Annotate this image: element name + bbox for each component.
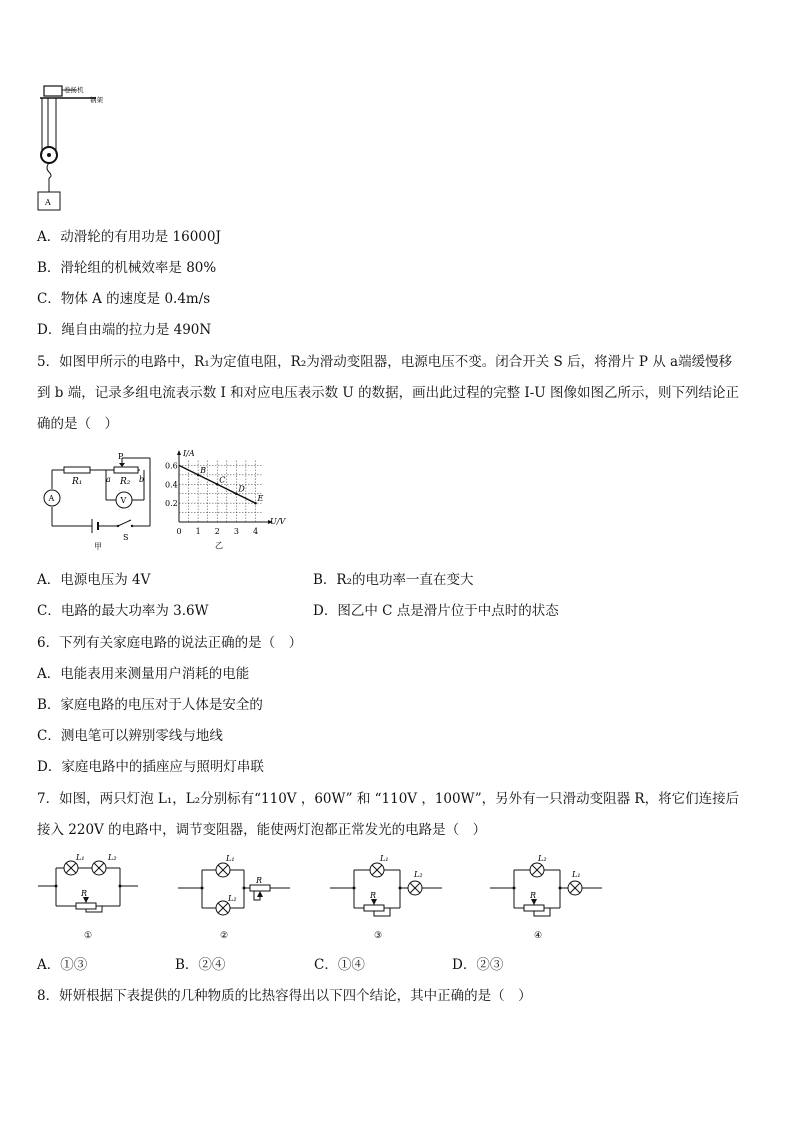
q5-option-d: D．图乙中 C 点是滑片位于中点时的状态 (313, 603, 559, 619)
q4-option-d: D．绳自由端的拉力是 490N (37, 322, 212, 338)
hoist-label: 卷扬机 (64, 86, 84, 94)
q5-option-c: C．电路的最大功率为 3.6W (37, 603, 209, 619)
x-tick-label: 2 (214, 527, 220, 536)
pulley-figure (36, 82, 126, 214)
frame-label: 钢架 (90, 96, 103, 104)
r1-label: R₁ (72, 477, 83, 487)
q8-stem: 8．妍妍根据下表提供的几种物质的比热容得出以下四个结论，其中正确的是（ ） (37, 988, 532, 1004)
l2-label: L₂ (108, 853, 117, 862)
lamp-l2-icon (408, 881, 422, 895)
point-d (235, 492, 238, 495)
lamp-l2-icon (530, 863, 544, 877)
slider-arrow (119, 463, 125, 467)
q6-option-c: C．测电笔可以辨别零线与地线 (37, 728, 223, 744)
a-end-label: a (106, 475, 111, 484)
circuit-1 (38, 850, 143, 944)
resistor-r1 (64, 467, 90, 473)
ammeter-label: A (48, 494, 55, 503)
point-label-c: C (219, 475, 226, 485)
q7-option-a: A．①③ (37, 957, 88, 973)
switch-label: S (123, 533, 129, 542)
x-tick-label: 0 (176, 527, 182, 536)
q5-stem-line-1: 5．如图甲所示的电路中，R₁为定值电阻，R₂为滑动变阻器，电源电压不变。闭合开关 S 后，将滑片 P 从 a端缓慢移 (37, 354, 733, 370)
q7-option-d: D．②③ (452, 957, 504, 973)
caption-1: ① (84, 931, 93, 941)
l1-label: L₁ (226, 854, 235, 863)
x-axis-label: U/V (270, 517, 286, 526)
q6-option-b: B．家庭电路的电压对于人体是安全的 (37, 697, 263, 713)
l2-label: L₂ (538, 854, 547, 863)
x-tick-label: 4 (252, 527, 259, 536)
caption-2: ② (220, 931, 229, 941)
q4-option-c: C．物体 A 的速度是 0.4m/s (37, 291, 211, 307)
point-label-e: E (257, 494, 264, 504)
q5-stem-line-2: 到 b 端，记录多组电流表示数 I 和对应电压表示数 U 的数据，画出此过程的完整 I-U 图像如图乙所示，则下列结论正 (37, 385, 739, 401)
circuit-3 (330, 850, 445, 944)
caption-yi: 乙 (215, 541, 223, 550)
rheostat-r (76, 903, 96, 909)
lamp-l1-icon (216, 863, 230, 877)
circuit-2 (178, 850, 293, 944)
circuit-diagram-jia (40, 450, 162, 550)
q5-option-b: B．R₂的电功率一直在变大 (313, 572, 474, 588)
q6-option-a: A．电能表用来测量用户消耗的电能 (37, 666, 250, 682)
voltmeter-label: V (120, 496, 127, 505)
r-label: R (81, 889, 88, 898)
caption-jia: 甲 (94, 542, 102, 551)
q7-stem-line-2: 接入 220V 的电路中，调节变阻器，能使两灯泡都正常发光的电路是（ ） (37, 822, 487, 838)
l1-label: L₁ (380, 854, 389, 863)
lamp-l1-icon (64, 861, 78, 875)
q4-option-a: A．动滑轮的有用功是 16000J (37, 229, 221, 245)
block-a-label: A (45, 198, 51, 207)
q5-option-a: A．电源电压为 4V (37, 572, 151, 588)
lamp-l2-icon (92, 861, 106, 875)
iu-graph-yi (165, 448, 300, 550)
r-label: R (530, 891, 537, 900)
y-axis-label: I/A (183, 449, 195, 458)
r2-label: R₂ (120, 477, 131, 487)
l2-label: L₂ (228, 894, 237, 903)
r-label: R (256, 876, 263, 885)
caption-3: ③ (374, 931, 383, 941)
y-axis-arrow (177, 450, 181, 455)
r-label: R (370, 891, 377, 900)
point-label-b: B (200, 465, 207, 475)
y-tick-label: 0.2 (165, 499, 178, 509)
q7-option-c: C．①④ (314, 957, 365, 973)
caption-4: ④ (534, 931, 543, 941)
point-b (197, 474, 200, 477)
q6-stem: 6．下列有关家庭电路的说法正确的是（ ） (37, 635, 303, 651)
y-tick-label: 0.6 (165, 461, 178, 471)
l1-label: L₁ (572, 870, 581, 879)
point-c (216, 483, 219, 486)
y-tick-label: 0.4 (165, 480, 178, 490)
q5-stem-line-3: 确的是（ ） (37, 416, 118, 432)
lamp-l2-icon (216, 901, 230, 915)
q7-option-b: B．②④ (175, 957, 226, 973)
b-end-label: b (139, 475, 145, 484)
p-label: P (118, 452, 124, 461)
q7-stem-line-1: 7．如图，两只灯泡 L₁，L₂分别标有“110V ，60W” 和 “110V ，100W”，另外有一只滑动变阻器 R，将它们连接后 (37, 791, 740, 807)
q6-option-d: D．家庭电路中的插座应与照明灯串联 (37, 759, 264, 775)
point-label-d: D (238, 484, 245, 494)
switch-s (118, 520, 131, 526)
rheostat-r2 (114, 467, 138, 473)
rheostat-r (250, 885, 270, 891)
rheostat-r (364, 905, 384, 911)
x-tick-label: 3 (233, 527, 239, 536)
x-tick-label: 1 (195, 527, 201, 536)
point-e (254, 502, 257, 505)
l2-label: L₂ (414, 870, 423, 879)
hoist-drum (44, 86, 62, 96)
q4-option-b: B．滑轮组的机械效率是 80% (37, 260, 217, 276)
rheostat-r (524, 905, 544, 911)
circuit-4 (490, 850, 605, 944)
lamp-l1-icon (370, 863, 384, 877)
l1-label: L₁ (76, 853, 85, 862)
lamp-l1-icon (568, 881, 582, 895)
